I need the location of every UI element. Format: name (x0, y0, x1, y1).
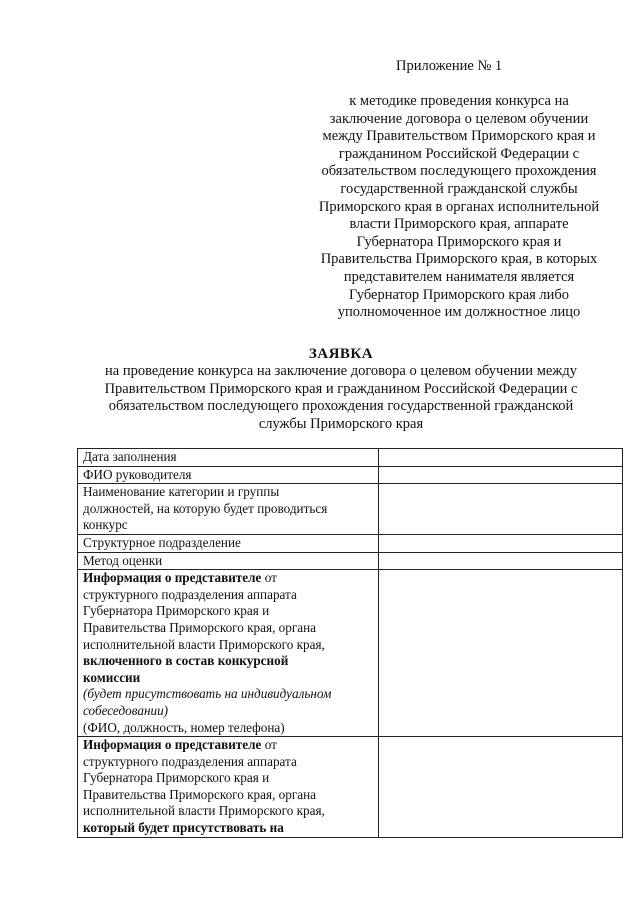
table-row (78, 570, 623, 737)
label-bold: Информация о представителе (83, 737, 262, 753)
label-evaluation-method: Метод оценки (78, 552, 379, 570)
value-head-name[interactable] (379, 466, 623, 484)
appendix-line: Губернатора Приморского края и (356, 233, 562, 250)
label-line-italic: (будет присутствовать на индивидуальном (83, 686, 332, 702)
subtitle-line: на проведение конкурса на заключение договора о целевом обучении между (105, 363, 577, 379)
appendix-line: Правительства Приморского края, в которых (320, 251, 598, 268)
label-text: от (261, 570, 277, 586)
appendix-line: представителем нанимателя является (343, 268, 575, 285)
label-line: должностей, на которую будет проводиться (83, 500, 328, 516)
appendix-line: заключение договора о целевом обучении (329, 110, 589, 127)
label-line: Губернатора Приморского края и (83, 603, 270, 619)
label-line (83, 737, 374, 754)
appendix-line: Губернатор Приморского края либо (348, 286, 570, 303)
application-form-table (77, 448, 623, 838)
table-row (78, 484, 623, 535)
label-line: исполнительной власти Приморского края, (83, 636, 325, 652)
appendix-line: власти Приморского края, аппарате (349, 216, 569, 233)
subtitle-line: обязательством последующего прохождения государственной гражданской (108, 398, 574, 415)
appendix-line: обязательством последующего прохождения (321, 163, 597, 180)
label-commission-representative (78, 570, 379, 737)
appendix-line: Приморского края в органах исполнительной (318, 198, 600, 215)
label-line-bold: включенного в состав конкурсной (83, 653, 289, 669)
label-bold: Информация о представителе (83, 570, 262, 586)
document-title: ЗАЯВКА (308, 346, 374, 362)
label-text: от (261, 737, 277, 753)
subtitle-line: службы Приморского края (258, 415, 424, 432)
label-line: конкурс (83, 517, 128, 533)
label-line: структурного подразделения аппарата (83, 586, 297, 602)
label-line: Наименование категории и группы (83, 484, 280, 500)
label-line (83, 570, 374, 587)
label-line: структурного подразделения аппарата (83, 753, 297, 769)
label-line-italic: собеседовании) (83, 702, 169, 718)
table-row (78, 552, 623, 570)
label-line: (ФИО, должность, номер телефона) (83, 719, 285, 735)
appendix-line: государственной гражданской службы (340, 180, 578, 197)
label-fill-date: Дата заполнения (78, 449, 379, 467)
appendix-description (300, 93, 618, 322)
value-commission-representative[interactable] (379, 570, 623, 737)
table-row (78, 449, 623, 467)
appendix-title: Приложение № 1 (396, 58, 503, 74)
value-fill-date[interactable] (379, 449, 623, 467)
subtitle-line: Правительством Приморского края и гражданином Российской Федерации с (104, 380, 578, 397)
label-line: Правительства Приморского края, органа (83, 619, 317, 635)
value-position-category[interactable] (379, 484, 623, 535)
label-department: Структурное подразделение (78, 534, 379, 552)
label-line: Правительства Приморского края, органа (83, 786, 317, 802)
label-line: исполнительной власти Приморского края, (83, 803, 325, 819)
label-line: Губернатора Приморского края и (83, 770, 270, 786)
table-row (78, 737, 623, 838)
value-evaluation-method[interactable] (379, 552, 623, 570)
appendix-line: гражданином Российской Федерации с (338, 145, 580, 162)
appendix-line: к методике проведения конкурса на (349, 93, 569, 109)
label-head-name: ФИО руководителя (78, 466, 379, 484)
label-line-bold: который будет присутствовать на (83, 820, 284, 836)
label-interview-representative (78, 737, 379, 838)
appendix-line: между Правительством Приморского края и (322, 128, 596, 145)
value-interview-representative[interactable] (379, 737, 623, 838)
value-department[interactable] (379, 534, 623, 552)
appendix-line: уполномоченное им должностное лицо (337, 304, 581, 321)
document-subtitle (80, 363, 602, 433)
table-row (78, 534, 623, 552)
label-line-bold: комиссии (83, 669, 141, 685)
label-position-category (78, 484, 379, 535)
table-row (78, 466, 623, 484)
